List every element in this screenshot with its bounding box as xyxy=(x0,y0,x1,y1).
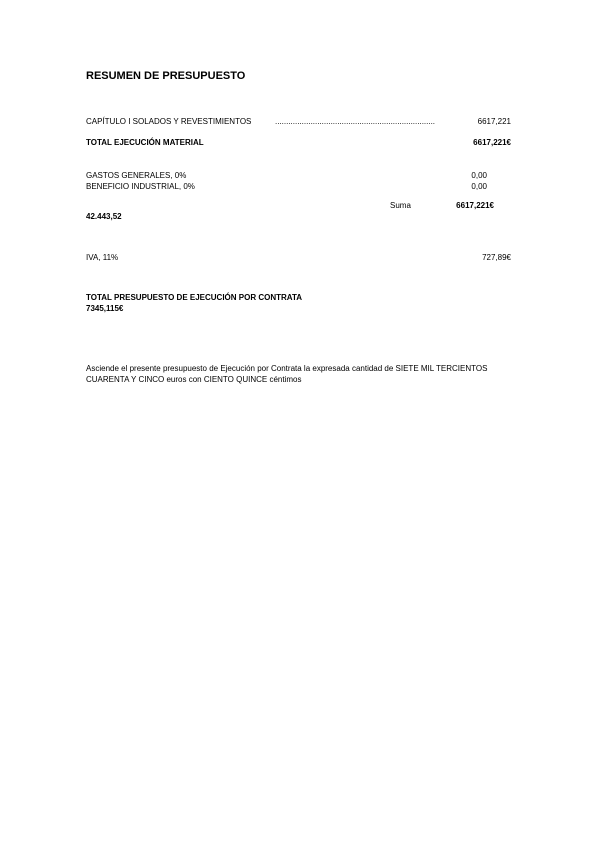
stray-value: 42.443,52 xyxy=(86,212,122,221)
beneficio-industrial-amount: 0,00 xyxy=(471,182,487,191)
chapter-label: CAPÍTULO I SOLADOS Y REVESTIMIENTOS xyxy=(86,117,252,126)
total-contrata-amount: 7345,115€ xyxy=(86,304,124,313)
suma-label: Suma xyxy=(390,201,411,210)
total-contrata-label: TOTAL PRESUPUESTO DE EJECUCIÓN POR CONTRATA xyxy=(86,293,303,302)
iva-amount: 727,89€ xyxy=(482,253,511,262)
total-material-amount: 6617,221€ xyxy=(473,138,511,147)
chapter-amount: 6617,221 xyxy=(477,117,511,126)
gastos-generales-amount: 0,00 xyxy=(471,171,487,180)
suma-amount: 6617,221€ xyxy=(456,201,494,210)
chapter-leader: ........................................................................ xyxy=(275,117,436,126)
closing-paragraph: Asciende el presente presupuesto de Ejecución por Contrata la expresada cantidad de SIETE MIL TERCIENTOS CUARENTA Y CINCO euros con CIENTO QUINCE céntimos xyxy=(86,364,488,384)
iva-label: IVA, 11% xyxy=(86,253,119,262)
total-material-label: TOTAL EJECUCIÓN MATERIAL xyxy=(86,138,204,147)
document-title: RESUMEN DE PRESUPUESTO xyxy=(86,70,246,82)
gastos-generales-label: GASTOS GENERALES, 0% xyxy=(86,171,187,180)
beneficio-industrial-label: BENEFICIO INDUSTRIAL, 0% xyxy=(86,182,195,191)
